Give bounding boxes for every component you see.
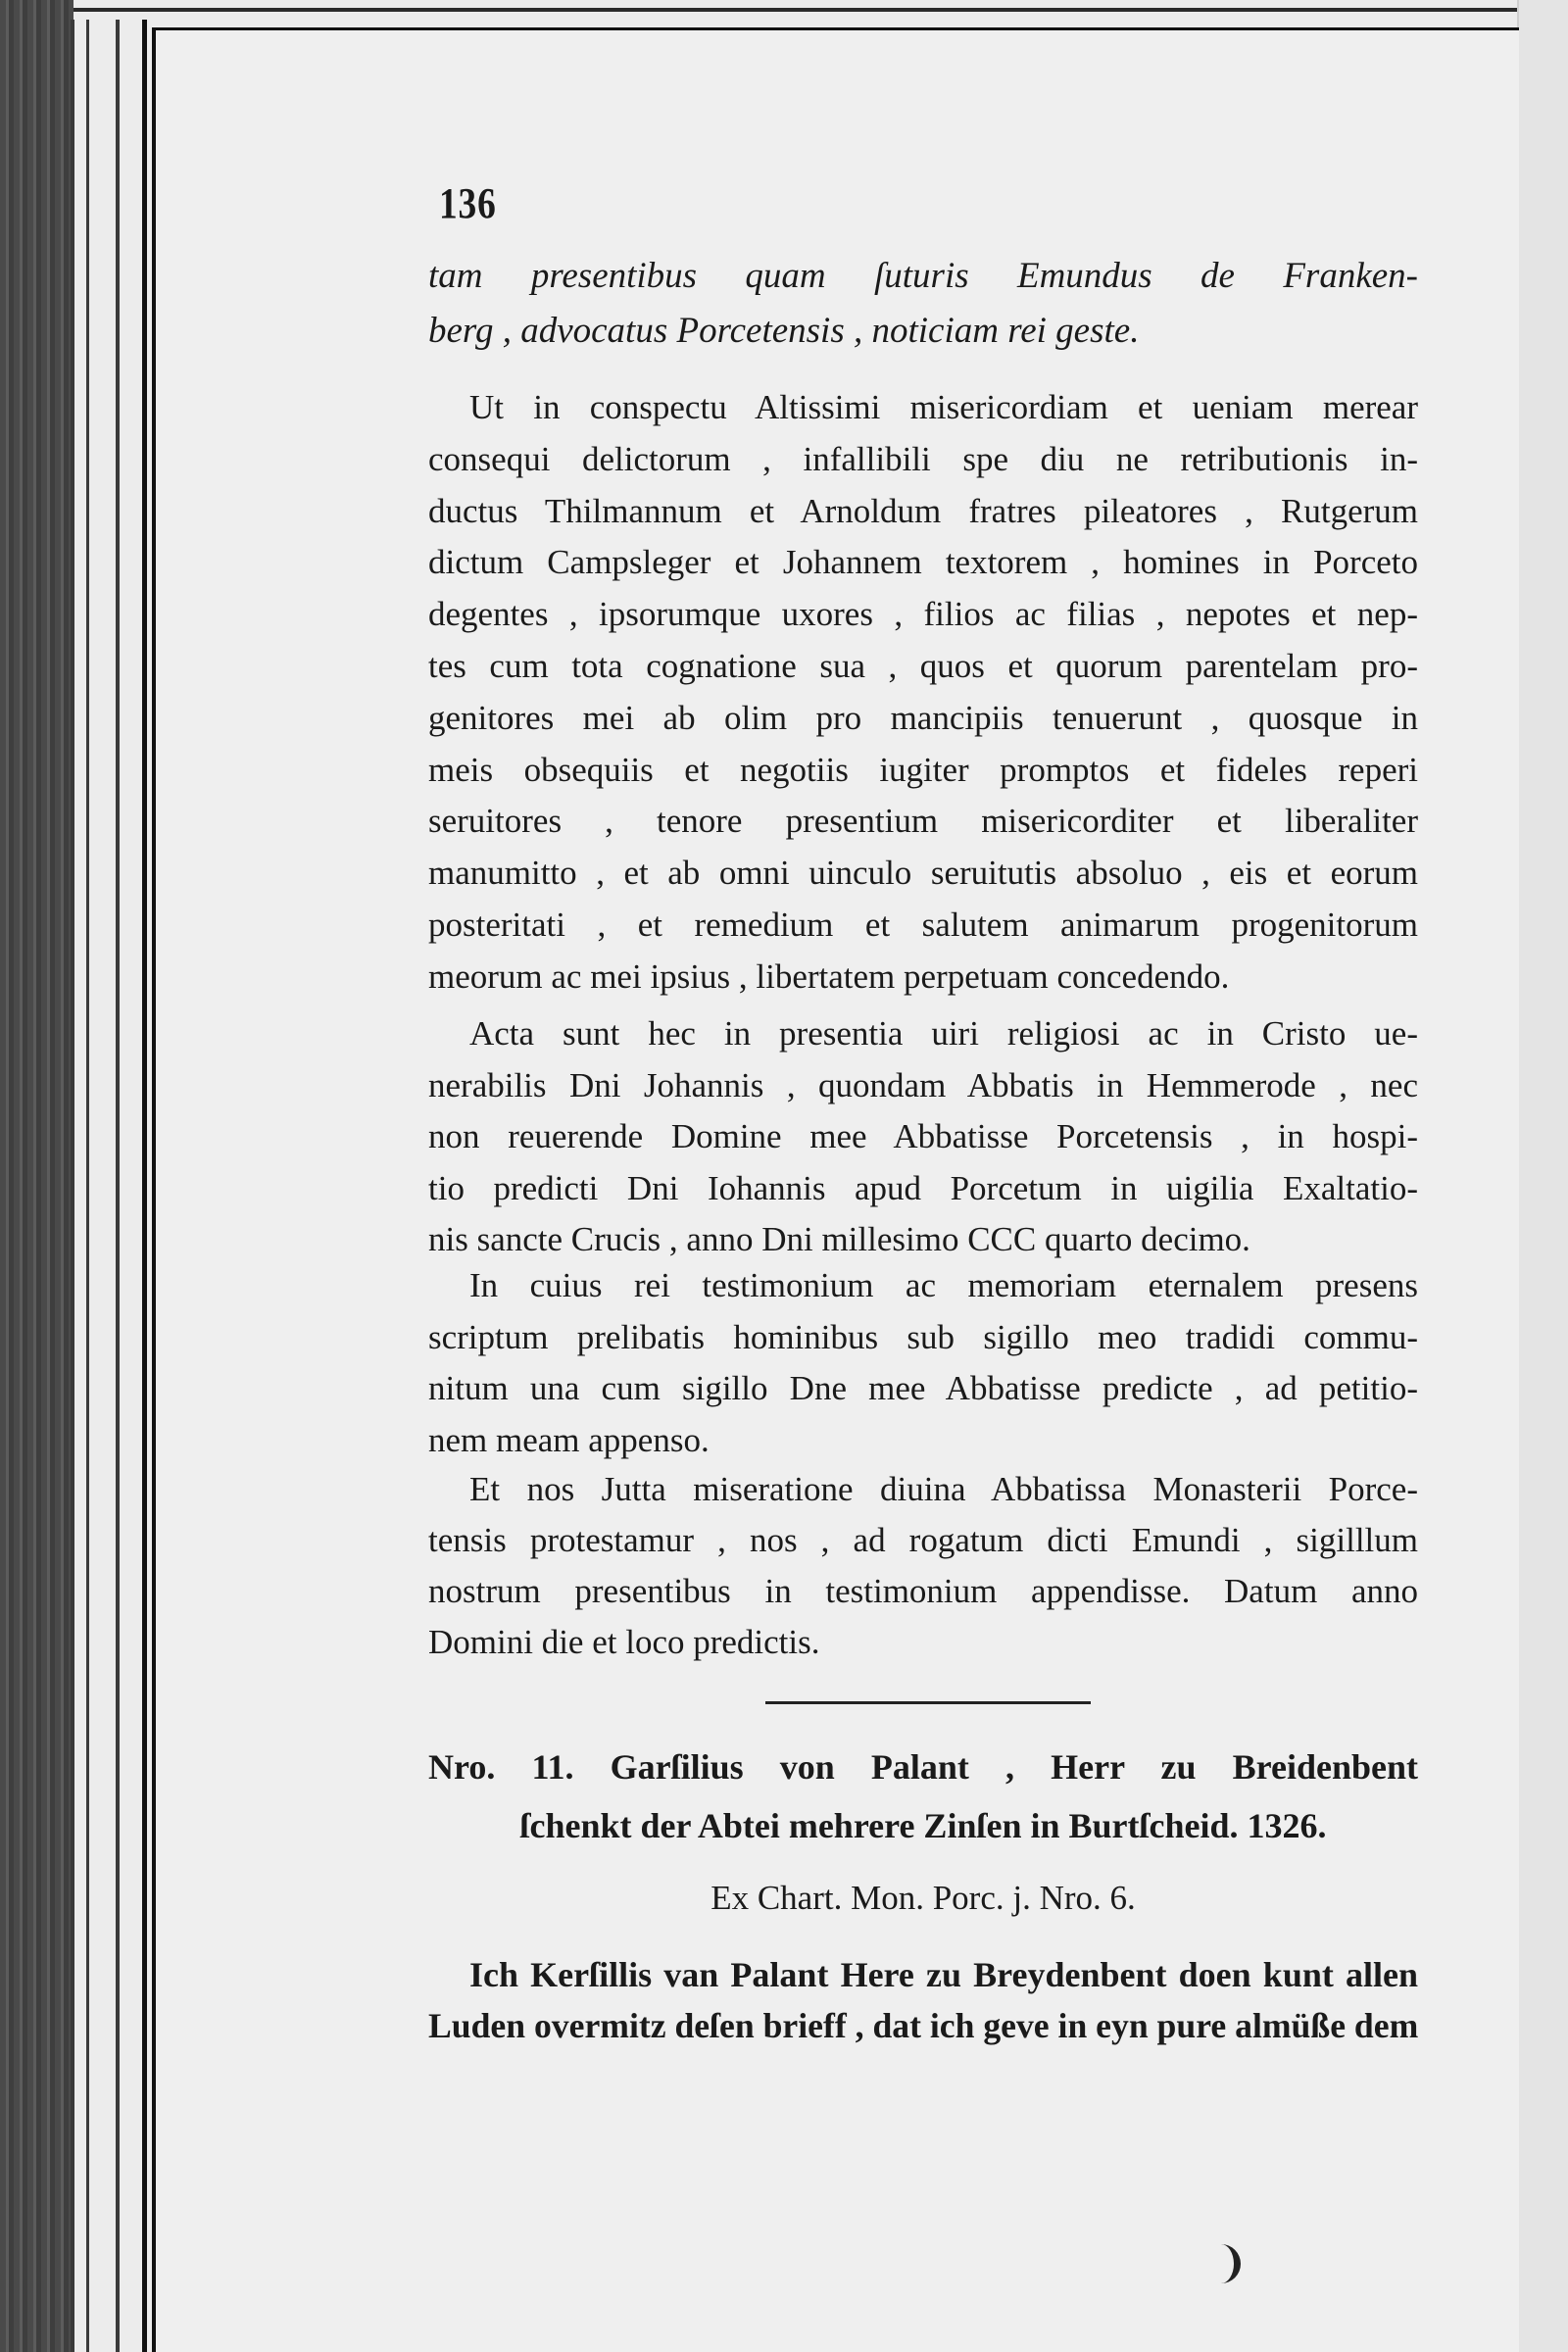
- paragraph-3-line: nem meam appenso.: [428, 1421, 710, 1459]
- paragraph-4-line: tensis protestamur , nos , ad rogatum dicti Emundi , sigilllum: [428, 1521, 1418, 1559]
- german-text-line: Ich Kerſillis van Palant Here zu Breydenbent doen kunt allen: [469, 1955, 1418, 1994]
- intro-line: tam presentibus quam ſuturis Emundus de Franken-: [428, 256, 1418, 296]
- paragraph-4-line: Domini die et loco predictis.: [428, 1623, 820, 1661]
- document-heading-line: Nro. 11. Garſilius von Palant , Herr zu Breidenbent: [428, 1747, 1418, 1787]
- paragraph-2-line: nis sancte Crucis , anno Dni millesimo CCC quarto decimo.: [428, 1220, 1250, 1258]
- paragraph-1-line: degentes , ipsorumque uxores , filios ac filias , nepotes et nep-: [428, 595, 1418, 633]
- paragraph-3-line: scriptum prelibatis hominibus sub sigillo meo tradidi commu-: [428, 1318, 1418, 1356]
- paragraph-1-line: genitores mei ab olim pro mancipiis tenuerunt , quosque in: [428, 699, 1418, 737]
- paragraph-1-line: posteritati , et remedium et salutem animarum progenitorum: [428, 906, 1418, 944]
- german-text-line: Luden overmitz deſen brieff , dat ich geve in eyn pure almüße dem: [428, 2006, 1419, 2045]
- source-note: Ex Chart. Mon. Porc. j. Nro. 6.: [710, 1879, 1136, 1917]
- paragraph-1-line: meorum ac mei ipsius , libertatem perpetuam concedendo.: [428, 957, 1230, 996]
- paragraph-4-line: nostrum presentibus in testimonium appendisse. Datum anno: [428, 1572, 1418, 1610]
- document-heading-line: ſchenkt der Abtei mehrere Zinſen in Burtſcheid. 1326.: [519, 1806, 1327, 1845]
- paragraph-3-line: In cuius rei testimonium ac memoriam eternalem presens: [469, 1266, 1418, 1304]
- intro-line: berg , advocatus Porcetensis , noticiam rei geste.: [428, 311, 1140, 351]
- paragraph-1-line: meis obsequiis et negotiis iugiter promptos et fideles reperi: [428, 751, 1418, 789]
- paragraph-1-line: consequi delictorum , infallibili spe diu ne retributionis in-: [428, 440, 1418, 478]
- paragraph-4-line: Et nos Jutta miseratione diuina Abbatissa Monasterii Porce-: [469, 1470, 1418, 1508]
- paragraph-2-line: non reuerende Domine mee Abbatisse Porcetensis , in hospi-: [428, 1117, 1418, 1155]
- paragraph-2-line: nerabilis Dni Johannis , quondam Abbatis in Hemmerode , nec: [428, 1066, 1418, 1104]
- paragraph-1-line: tes cum tota cognatione sua , quos et quorum parentelam pro-: [428, 647, 1418, 685]
- paragraph-1-line: ductus Thilmannum et Arnoldum fratres pileatores , Rutgerum: [428, 492, 1418, 530]
- paragraph-2-line: Acta sunt hec in presentia uiri religiosi ac in Cristo ue-: [469, 1014, 1418, 1053]
- paragraph-1-line: seruitores , tenore presentium misericorditer et liberaliter: [428, 802, 1418, 840]
- paragraph-2-line: tio predicti Dni Iohannis apud Porcetum in uigilia Exaltatio-: [428, 1169, 1418, 1207]
- paragraph-3-line: nitum una cum sigillo Dne mee Abbatisse predicte , ad petitio-: [428, 1369, 1418, 1407]
- paragraph-1-line: manumitto , et ab omni uinculo seruitutis absoluo , eis et eorum: [428, 854, 1418, 892]
- page-number: 136: [439, 179, 497, 227]
- paragraph-1-line: dictum Campsleger et Johannem textorem , homines in Porceto: [428, 543, 1418, 581]
- paragraph-1-line: Ut in conspectu Altissimi misericordiam et ueniam merear: [469, 388, 1418, 426]
